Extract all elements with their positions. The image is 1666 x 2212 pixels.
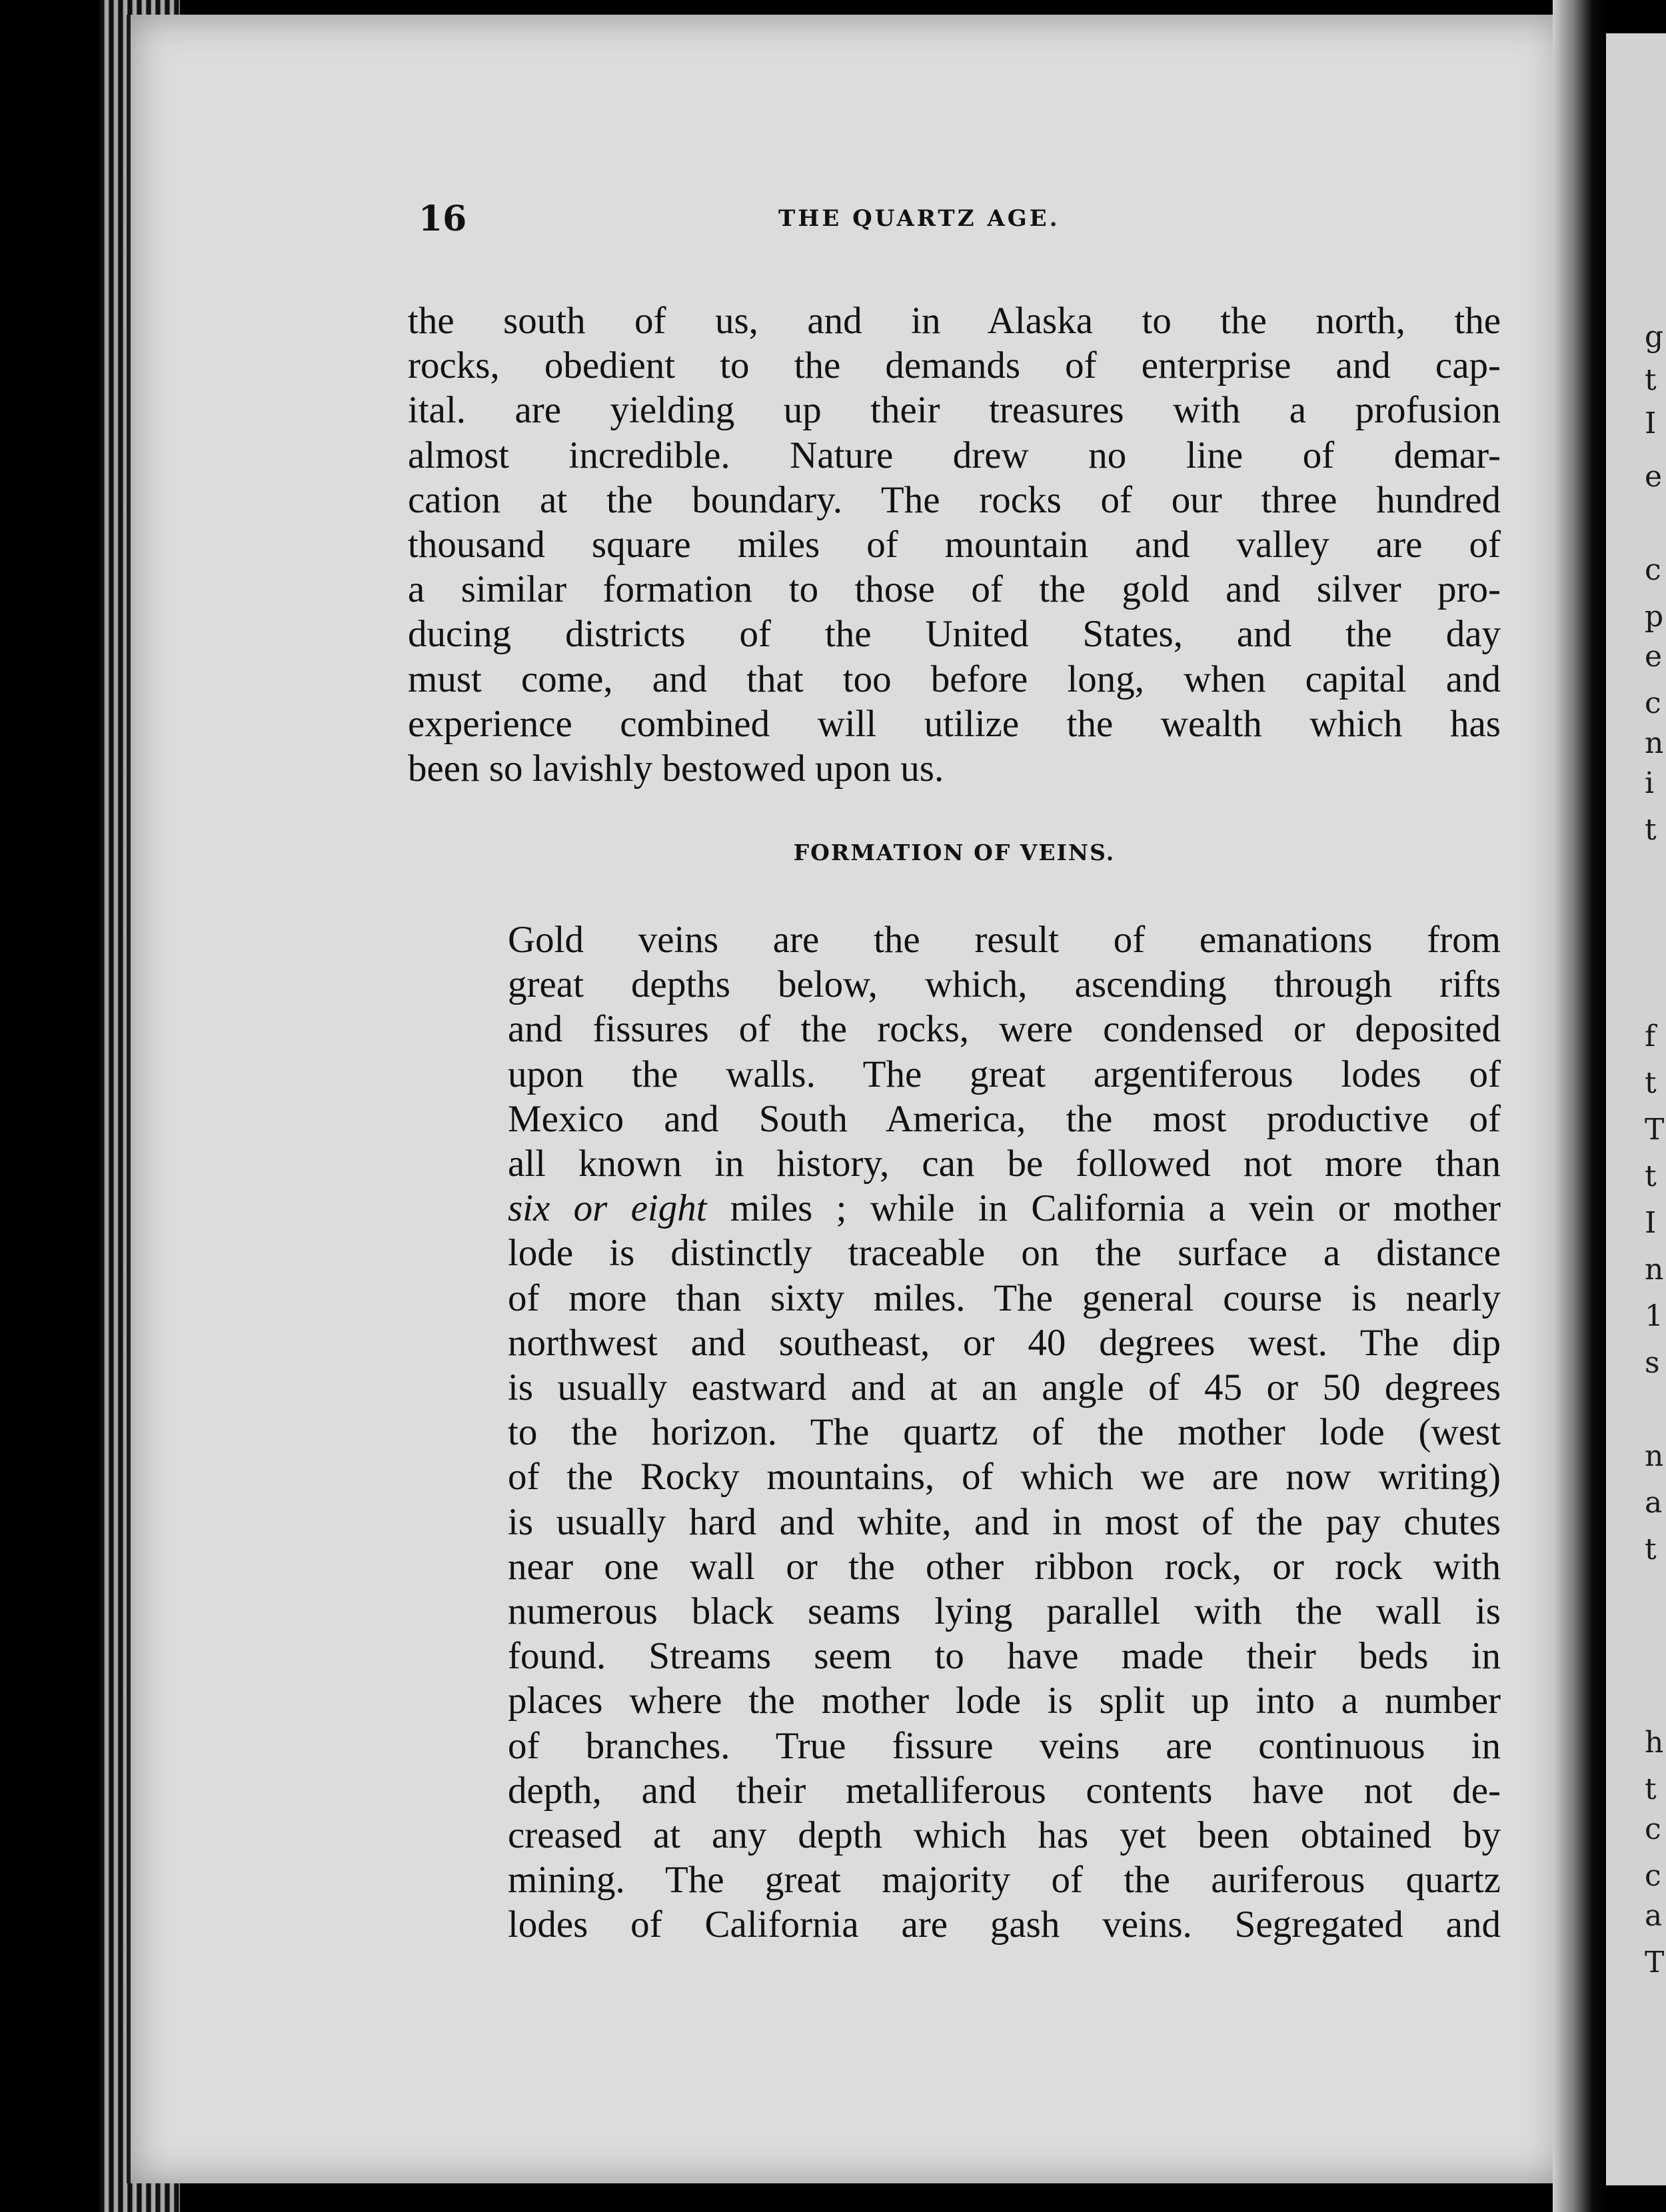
text-line: numerous black seams lying parallel with the wall is (508, 1590, 1501, 1633)
right-page-letter: a (1645, 1486, 1663, 1520)
right-page-letter: e (1645, 640, 1663, 674)
text-line: Mexico and South America, the most productive of (508, 1097, 1501, 1140)
text-line: ital. are yielding up their treasures with a profusion (408, 389, 1501, 432)
text-line: of branches. True fissure veins are continuous in (508, 1724, 1501, 1767)
right-page-letter: t (1645, 1066, 1657, 1100)
right-page-letter: T (1645, 1945, 1665, 1979)
text-line: all known in history, can be followed not more than (508, 1143, 1501, 1185)
right-page-letter: n (1645, 726, 1664, 760)
text-line (408, 1186, 1501, 1231)
right-page-letter: n (1645, 1439, 1664, 1473)
right-page-letter: a (1645, 1899, 1663, 1933)
right-page-letter: h (1645, 1726, 1664, 1760)
right-page-letter: g (1645, 320, 1664, 354)
text-line: depth, and their metalliferous contents have not de- (508, 1769, 1501, 1812)
text-line: mining. The great majority of the auriferous quartz (508, 1859, 1501, 1902)
paragraph-2 (408, 917, 1501, 1947)
right-page-letter: t (1645, 1772, 1657, 1806)
right-page-letter: t (1645, 363, 1657, 397)
text-line: lodes of California are gash veins. Segregated and (508, 1904, 1501, 1946)
text-line: been so lavishly bestowed upon us. (408, 748, 944, 790)
right-page-letter: e (1645, 460, 1663, 494)
text-line: ducing districts of the United States, and the day (408, 613, 1501, 656)
text-line: thousand square miles of mountain and valley are of (408, 524, 1501, 566)
right-page-letter: t (1645, 1159, 1657, 1193)
right-page-letter: c (1645, 1812, 1661, 1846)
text-line: creased at any depth which has yet been obtained by (508, 1814, 1501, 1857)
text-line: is usually hard and white, and in most of the pay chutes (508, 1500, 1501, 1543)
text-line: is usually eastward and at an angle of 45 or 50 degrees (508, 1367, 1501, 1409)
text-line: and fissures of the rocks, were condensed or deposited (508, 1008, 1501, 1051)
right-page-sliver (1606, 33, 1666, 2185)
right-page-letter: p (1645, 600, 1664, 634)
italic-phrase: six or eight (508, 1187, 707, 1230)
text-line: Gold veins are the result of emanations from (508, 919, 1501, 961)
page-number: 16 (418, 199, 467, 239)
right-page-letter: t (1645, 813, 1657, 847)
text-line: almost incredible. Nature drew no line of demar- (408, 434, 1501, 476)
right-page-letter: I (1645, 1206, 1657, 1240)
text-line: must come, and that too before long, when capital and (408, 658, 1501, 700)
text-line: of more than sixty miles. The general course is nearly (508, 1277, 1501, 1319)
text-line: rocks, obedient to the demands of enterprise and cap- (408, 344, 1501, 387)
text-line: experience combined will utilize the wealth which has (408, 702, 1501, 745)
text-line: lode is distinctly traceable on the surface a distance (508, 1232, 1501, 1275)
text-line: a similar formation to those of the gold and silver pro- (408, 568, 1501, 611)
text-line: to the horizon. The quartz of the mother lode (west (508, 1411, 1501, 1454)
text-line: places where the mother lode is split up into a number (508, 1680, 1501, 1722)
section-heading: FORMATION OF VEINS. (793, 839, 1116, 865)
text-line: of the Rocky mountains, of which we are now writing) (508, 1456, 1501, 1498)
right-page-letter: s (1645, 1346, 1660, 1380)
right-page-letter: f (1645, 1019, 1656, 1053)
right-page-letter: 1 (1645, 1299, 1663, 1333)
text-line: upon the walls. The great argentiferous lodes of (508, 1053, 1501, 1095)
paragraph-1 (408, 298, 1501, 791)
right-page-letter: n (1645, 1253, 1664, 1287)
right-page-letter: c (1645, 1859, 1661, 1893)
right-page-letter: T (1645, 1113, 1665, 1147)
right-page-letter: I (1645, 406, 1657, 440)
text-line: near one wall or the other ribbon rock, or rock with (508, 1545, 1501, 1588)
text-line-rest: miles ; while in California a vein or mother (706, 1187, 1501, 1230)
right-page-letter: i (1645, 766, 1655, 800)
book-gutter (1553, 0, 1606, 2212)
text-line: found. Streams seem to have made their beds in (508, 1635, 1501, 1678)
text-line: cation at the boundary. The rocks of our three hundred (408, 478, 1501, 521)
right-page-letter: c (1645, 553, 1661, 587)
right-page-letter: t (1645, 1532, 1657, 1566)
text-line: the south of us, and in Alaska to the north, the (408, 300, 1501, 342)
right-page-letter: c (1645, 686, 1661, 720)
text-line: great depths below, which, ascending through rifts (508, 963, 1501, 1006)
text-line: northwest and southeast, or 40 degrees west. The dip (508, 1321, 1501, 1364)
running-head-title: THE QUARTZ AGE. (778, 205, 1060, 232)
